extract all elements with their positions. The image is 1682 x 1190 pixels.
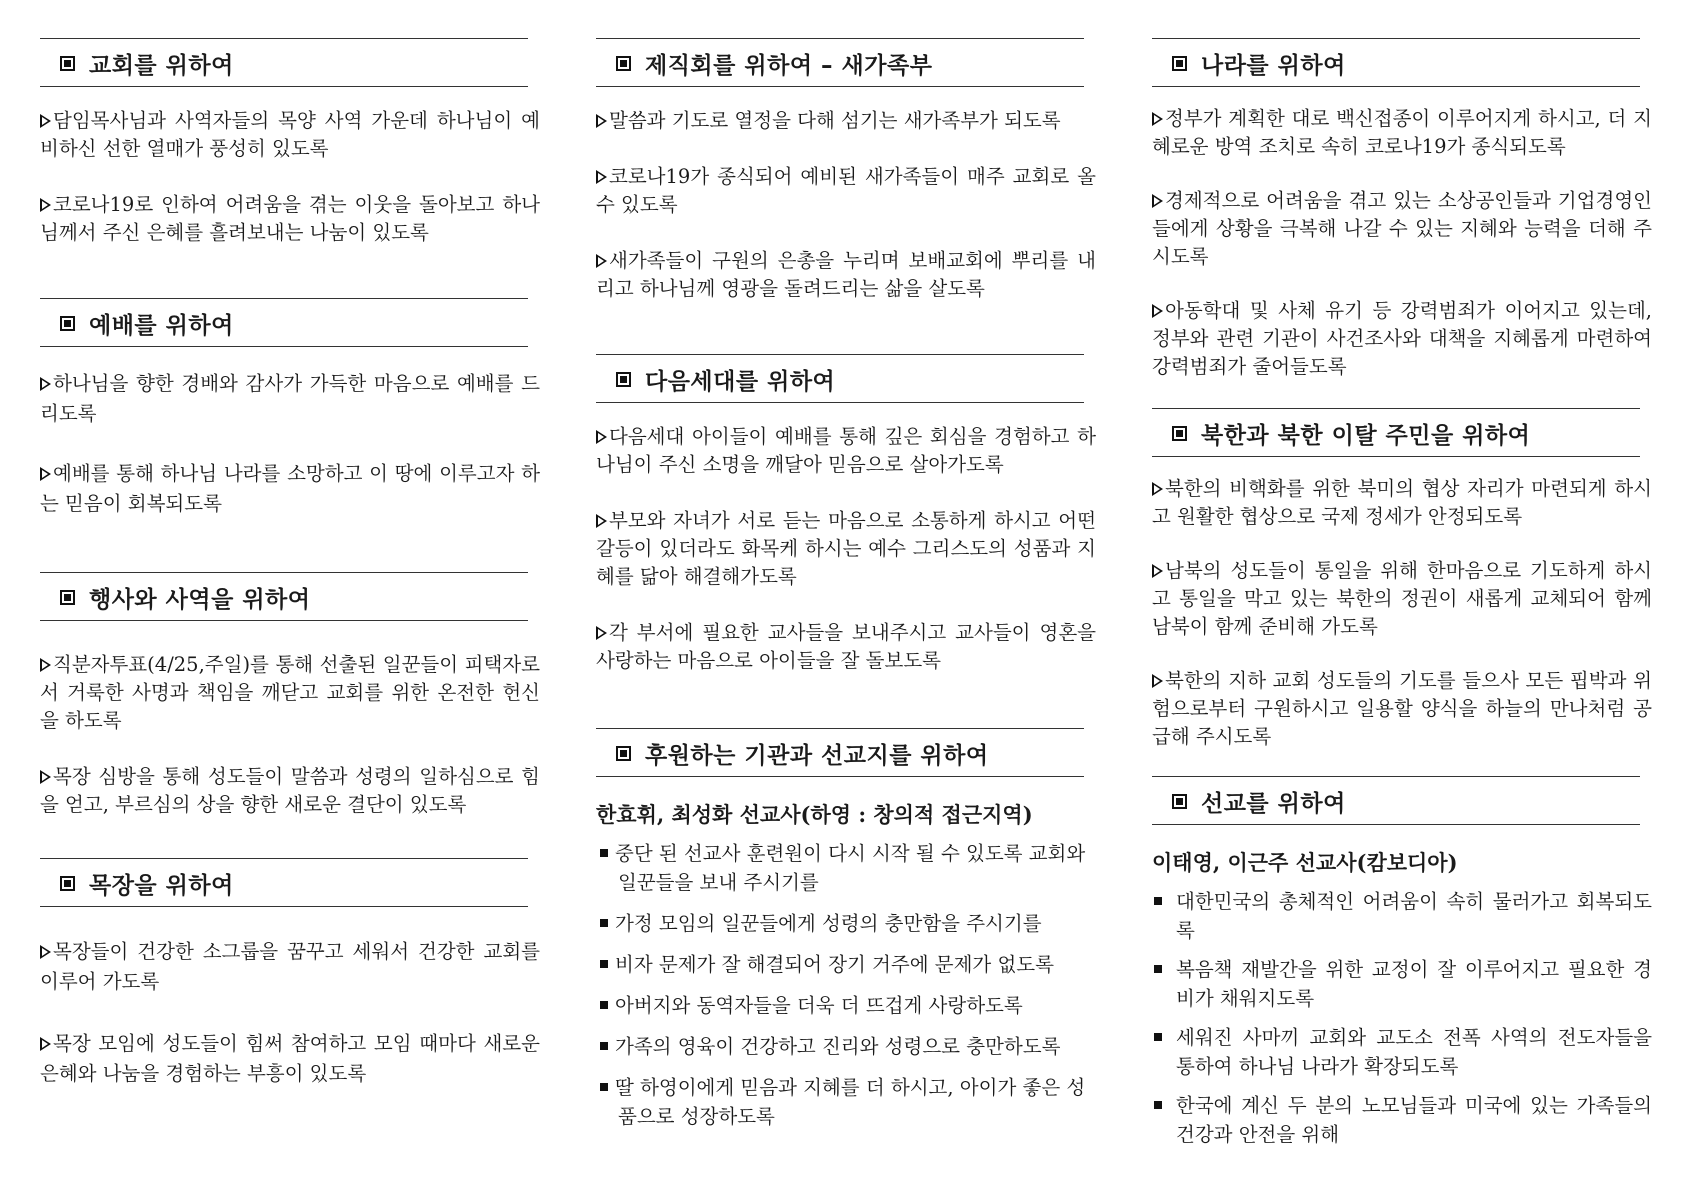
square-bullet-icon [1154, 1033, 1162, 1041]
prayer-item: 말씀과 기도로 열정을 다해 섬기는 새가족부가 되도록 [596, 107, 1096, 135]
section-supported-missions [596, 728, 1096, 1131]
square-bullet-icon [1154, 965, 1162, 973]
triangle-bullet-icon [1152, 194, 1163, 208]
triangle-bullet-icon [1152, 112, 1163, 126]
square-bullet-icon [1154, 1101, 1162, 1109]
triangle-bullet-icon [1152, 564, 1163, 578]
square-bullet-icon [600, 1001, 608, 1009]
section-heading [1152, 38, 1640, 87]
square-bullet-icon [616, 372, 631, 387]
section-missions [1152, 776, 1652, 1149]
triangle-bullet-icon [40, 377, 51, 391]
triangle-bullet-icon [40, 658, 51, 672]
square-bullet-icon [60, 590, 75, 605]
section-cell-group [40, 858, 540, 1089]
triangle-bullet-icon [40, 1037, 51, 1051]
square-bullet-icon [600, 1042, 608, 1050]
triangle-bullet-icon [596, 114, 607, 128]
section-deacons [596, 38, 1096, 303]
section-title: 예배를 위하여 [89, 313, 234, 339]
list-item: 중단 된 선교사 훈련원이 다시 시작 될 수 있도록 교회와 일꾼들을 보내 주시기를 [596, 839, 1096, 897]
section-heading [596, 728, 1084, 777]
prayer-item: 예배를 통해 하나님 나라를 소망하고 이 땅에 이루고자 하는 믿음이 회복되도록 [40, 462, 540, 515]
prayer-item: 북한의 비핵화를 위한 북미의 협상 자리가 마련되게 하시고 원활한 협상으로 국제 정세가 안정되도록 [1152, 477, 1652, 528]
prayer-item: 담임목사님과 사역자들의 목양 사역 가운데 하나님이 예비하신 선한 열매가 풍성히 있도록 [40, 109, 540, 160]
section-church [40, 38, 540, 247]
section-heading [1152, 776, 1640, 825]
prayer-item: 목장 심방을 통해 성도들이 말씀과 성령의 일하심으로 힘을 얻고, 부르심의 상을 향한 새로운 결단이 있도록 [40, 765, 540, 816]
list-item: 한국에 계신 두 분의 노모님들과 미국에 있는 가족들의 건강과 안전을 위해 [1152, 1091, 1652, 1149]
section-heading [40, 298, 528, 347]
triangle-bullet-icon [596, 254, 607, 268]
prayer-item: 북한의 지하 교회 성도들의 기도를 들으사 모든 핍박과 위험으로부터 구원하시고 일용할 양식을 하늘의 만나처럼 공급해 주시도록 [1152, 669, 1652, 748]
missionary-prayer-list [1152, 887, 1652, 1149]
prayer-item: 아동학대 및 사체 유기 등 강력범죄가 이어지고 있는데, 정부와 관련 기관이 사건조사와 대책을 지혜롭게 마련하여 강력범죄가 줄어들도록 [1152, 299, 1652, 378]
missionary-prayer-list [596, 839, 1096, 1131]
square-bullet-icon [600, 960, 608, 968]
square-bullet-icon [600, 1083, 608, 1091]
section-next-generation [596, 354, 1096, 675]
prayer-item: 목장들이 건강한 소그룹을 꿈꾸고 세워서 건강한 교회를 이루어 가도록 [40, 940, 540, 993]
square-bullet-icon [616, 746, 631, 761]
prayer-item: 직분자투표(4/25,주일)를 통해 선출된 일꾼들이 피택자로서 거룩한 사명과 책임을 깨닫고 교회를 위한 온전한 헌신을 하도록 [40, 653, 540, 732]
prayer-item: 부모와 자녀가 서로 듣는 마음으로 소통하게 하시고 어떤 갈등이 있더라도 화목케 하시는 예수 그리스도의 성품과 지혜를 닮아 해결해가도록 [596, 509, 1096, 588]
list-item: 대한민국의 총체적인 어려움이 속히 물러가고 회복되도록 [1152, 887, 1652, 945]
square-bullet-icon [60, 876, 75, 891]
triangle-bullet-icon [40, 770, 51, 784]
prayer-item: 각 부서에 필요한 교사들을 보내주시고 교사들이 영혼을 사랑하는 마음으로 아이들을 잘 돌보도록 [596, 621, 1096, 672]
section-title: 선교를 위하여 [1201, 791, 1346, 817]
list-item: 가정 모임의 일꾼들에게 성령의 충만함을 주시기를 [596, 909, 1096, 938]
prayer-item: 목장 모임에 성도들이 힘써 참여하고 모임 때마다 새로운 은혜와 나눔을 경험하는 부흥이 있도록 [40, 1032, 540, 1085]
list-item: 아버지와 동역자들을 더욱 더 뜨겁게 사랑하도록 [596, 991, 1096, 1020]
section-heading [596, 354, 1084, 403]
list-item: 비자 문제가 잘 해결되어 장기 거주에 문제가 없도록 [596, 950, 1096, 979]
missionary-name: 한효휘, 최성화 선교사(하영 : 창의적 접근지역) [596, 802, 1033, 827]
section-north-korea [1152, 408, 1652, 751]
prayer-item: 남북의 성도들이 통일을 위해 한마음으로 기도하게 하시고 통일을 막고 있는 북한의 정권이 새롭게 교체되어 함께 남북이 함께 준비해 가도록 [1152, 559, 1652, 638]
square-bullet-icon [1172, 426, 1187, 441]
prayer-item: 정부가 계획한 대로 백신접종이 이루어지게 하시고, 더 지혜로운 방역 조치로 속히 코로나19가 종식되도록 [1152, 107, 1652, 158]
square-bullet-icon [1154, 897, 1162, 905]
triangle-bullet-icon [40, 198, 51, 212]
section-title: 후원하는 기관과 선교지를 위하여 [645, 743, 989, 769]
prayer-item: 새가족들이 구원의 은총을 누리며 보배교회에 뿌리를 내리고 하나님께 영광을 돌려드리는 삶을 살도록 [596, 249, 1096, 300]
list-item: 복음책 재발간을 위한 교정이 잘 이루어지고 필요한 경비가 채워지도록 [1152, 955, 1652, 1013]
prayer-item: 코로나19로 인하여 어려움을 겪는 이웃을 돌아보고 하나님께서 주신 은혜를 흘려보내는 나눔이 있도록 [40, 193, 540, 244]
triangle-bullet-icon [596, 430, 607, 444]
section-title: 행사와 사역을 위하여 [89, 587, 311, 613]
list-item: 세워진 사마끼 교회와 교도소 전폭 사역의 전도자들을 통하여 하나님 나라가 확장되도록 [1152, 1023, 1652, 1081]
section-heading [596, 38, 1084, 87]
section-nation [1152, 38, 1652, 381]
section-heading [40, 858, 528, 907]
section-title: 목장을 위하여 [89, 873, 234, 899]
triangle-bullet-icon [596, 514, 607, 528]
section-heading [1152, 408, 1640, 457]
missionary-name: 이태영, 이근주 선교사(캄보디아) [1152, 850, 1458, 875]
prayer-item: 코로나19가 종식되어 예비된 새가족들이 매주 교회로 올 수 있도록 [596, 165, 1096, 216]
section-title: 다음세대를 위하여 [645, 369, 836, 395]
triangle-bullet-icon [596, 626, 607, 640]
triangle-bullet-icon [40, 114, 51, 128]
section-title: 나라를 위하여 [1201, 53, 1346, 79]
prayer-item: 하나님을 향한 경배와 감사가 가득한 마음으로 예배를 드리도록 [40, 372, 540, 425]
triangle-bullet-icon [1152, 674, 1163, 688]
section-title: 제직회를 위하여 – 새가족부 [645, 53, 933, 79]
square-bullet-icon [616, 56, 631, 71]
square-bullet-icon [1172, 794, 1187, 809]
triangle-bullet-icon [596, 170, 607, 184]
prayer-item: 다음세대 아이들이 예배를 통해 깊은 회심을 경험하고 하나님이 주신 소명을 깨달아 믿음으로 살아가도록 [596, 425, 1096, 476]
section-title: 북한과 북한 이탈 주민을 위하여 [1201, 423, 1531, 449]
prayer-item: 경제적으로 어려움을 겪고 있는 소상공인들과 기업경영인들에게 상황을 극복해 나갈 수 있는 지혜와 능력을 더해 주시도록 [1152, 189, 1652, 268]
square-bullet-icon [60, 56, 75, 71]
triangle-bullet-icon [1152, 304, 1163, 318]
section-worship [40, 298, 540, 519]
triangle-bullet-icon [40, 467, 51, 481]
section-heading [40, 38, 528, 87]
square-bullet-icon [1172, 56, 1187, 71]
square-bullet-icon [60, 316, 75, 331]
section-heading [40, 572, 528, 621]
list-item: 딸 하영이에게 믿음과 지혜를 더 하시고, 아이가 좋은 성품으로 성장하도록 [596, 1073, 1096, 1131]
triangle-bullet-icon [40, 945, 51, 959]
section-events [40, 572, 540, 819]
list-item: 가족의 영육이 건강하고 진리와 성령으로 충만하도록 [596, 1032, 1096, 1061]
square-bullet-icon [600, 849, 608, 857]
section-title: 교회를 위하여 [89, 53, 234, 79]
triangle-bullet-icon [1152, 482, 1163, 496]
square-bullet-icon [600, 919, 608, 927]
